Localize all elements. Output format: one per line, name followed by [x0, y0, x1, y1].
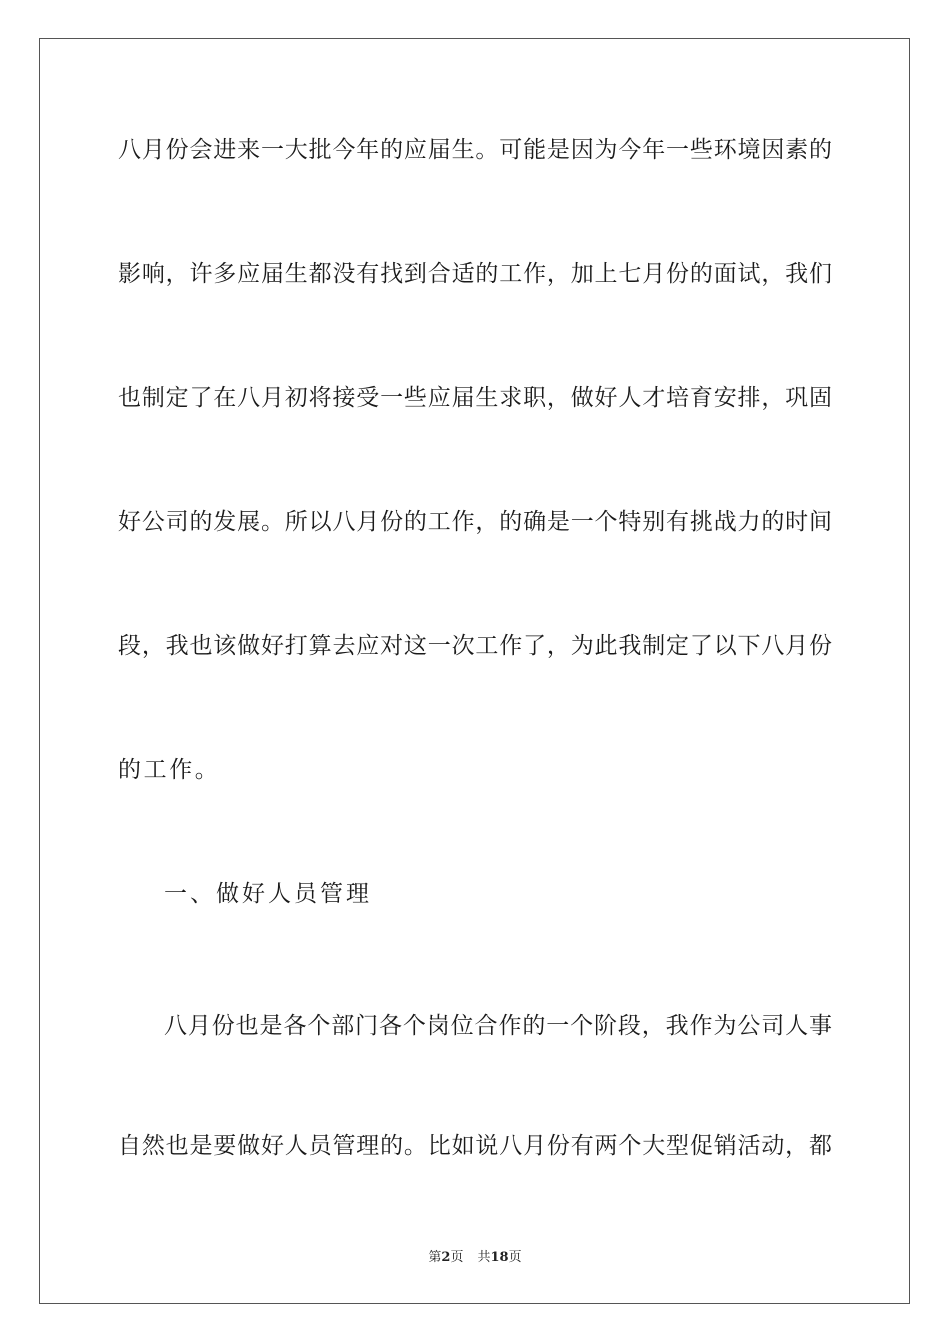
- body-text-line: 八月份也是各个部门各个岗位合作的一个阶段，我作为公司人事: [164, 1013, 832, 1039]
- body-text-line: 也制定了在八月初将接受一些应届生求职，做好人才培育安排，巩固: [118, 385, 832, 411]
- body-text-line: 八月份会进来一大批今年的应届生。可能是因为今年一些环境因素的: [118, 137, 832, 163]
- footer-page-suffix: 页: [450, 1250, 464, 1265]
- body-text-line: 自然也是要做好人员管理的。比如说八月份有两个大型促销活动，都: [118, 1133, 832, 1159]
- footer-total-suffix: 页: [508, 1250, 522, 1265]
- footer-total-pages: 18: [490, 1250, 509, 1265]
- body-text-line: 影响，许多应届生都没有找到合适的工作，加上七月份的面试，我们: [118, 261, 832, 287]
- page-border: [39, 38, 910, 1304]
- section-heading: 一、做好人员管理: [164, 881, 372, 907]
- body-text-line: 好公司的发展。所以八月份的工作，的确是一个特别有挑战力的时间: [118, 509, 832, 535]
- body-text-line: 段，我也该做好打算去应对这一次工作了，为此我制定了以下八月份: [118, 633, 832, 659]
- body-text-line: 的工作。: [118, 757, 221, 783]
- footer-page-number: 2: [441, 1250, 451, 1265]
- footer-total-prefix: 共: [477, 1250, 491, 1265]
- page-footer: [0, 1246, 950, 1265]
- footer-page-prefix: 第: [428, 1250, 442, 1265]
